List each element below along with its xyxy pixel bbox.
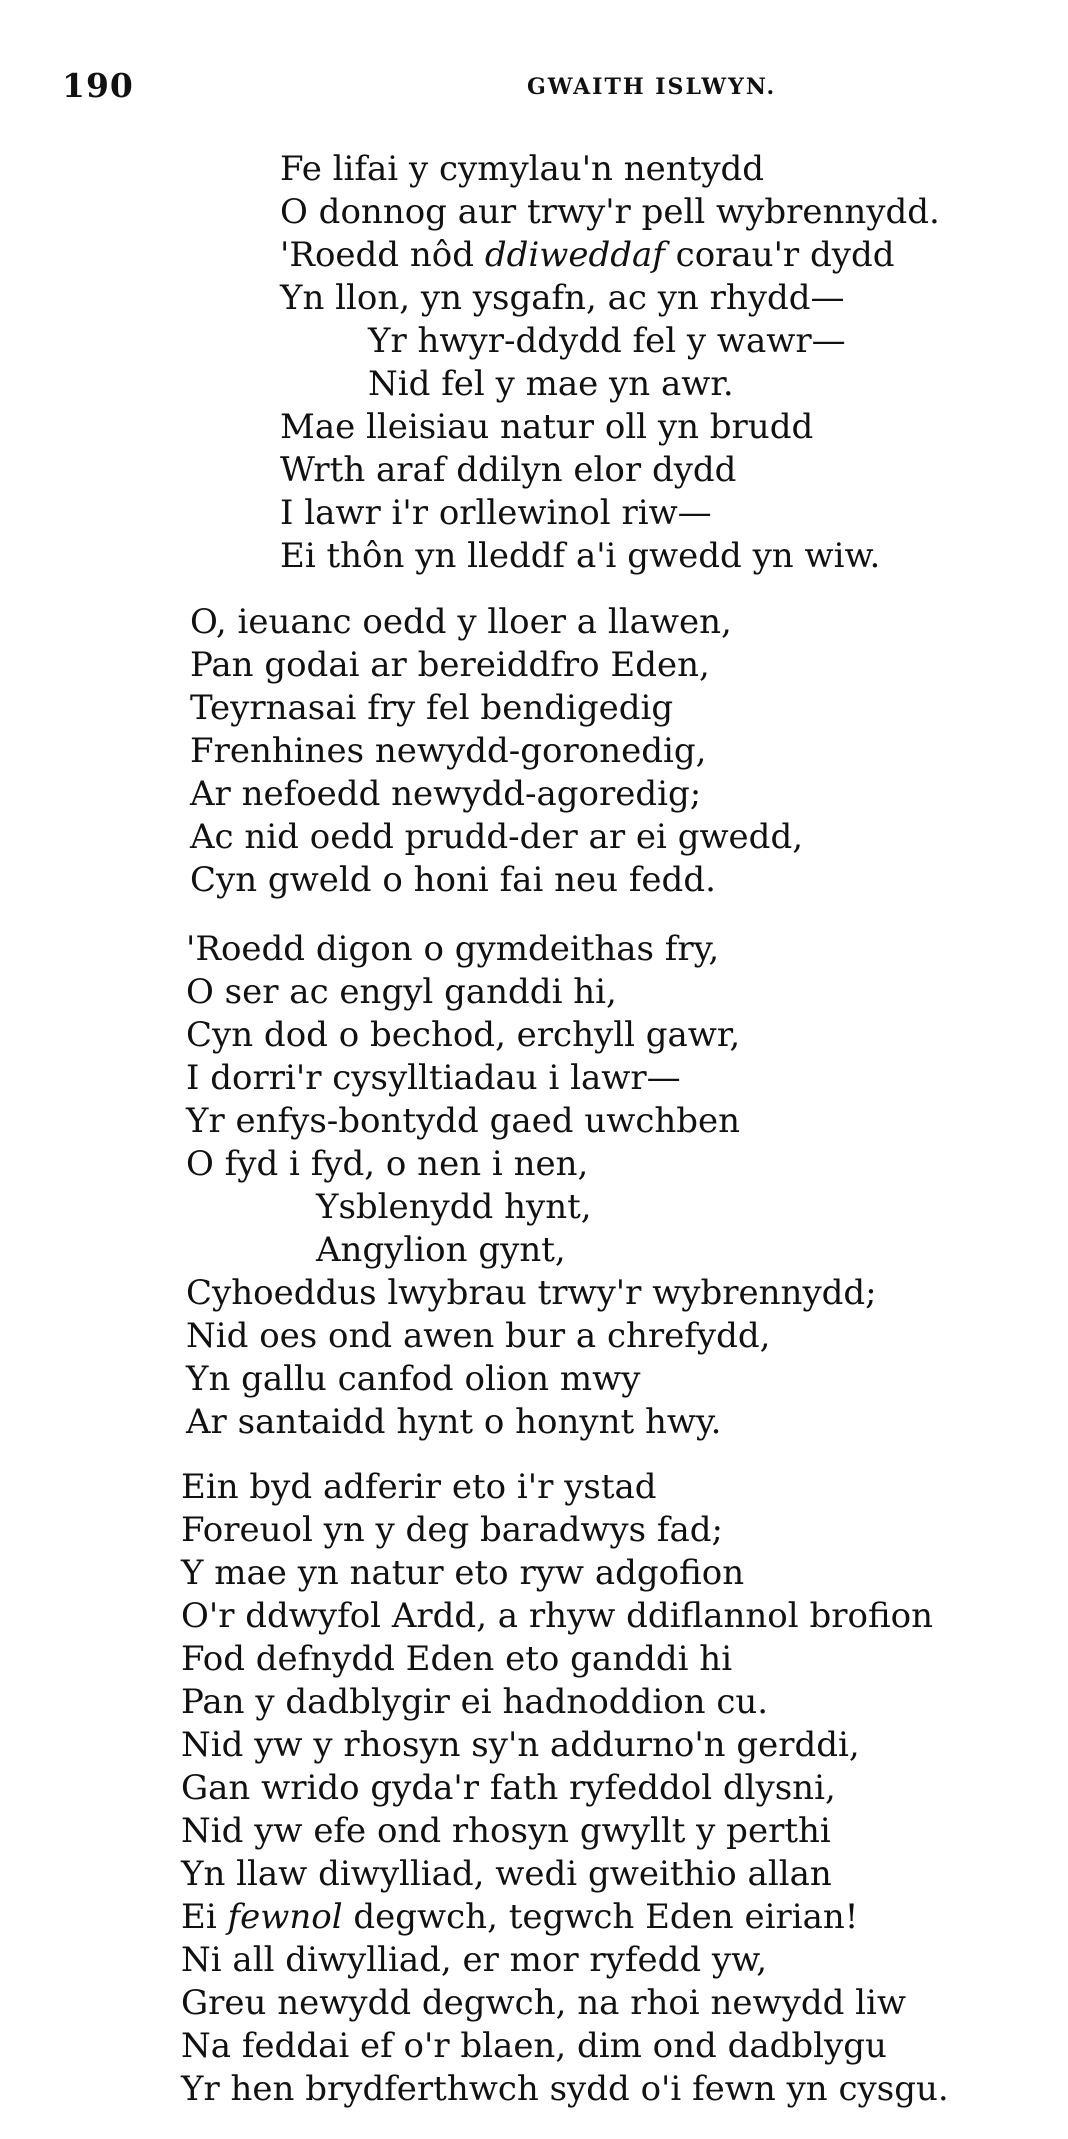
- verse-line: Nid yw efe ond rhosyn gwyllt y perthi: [181, 1811, 831, 1851]
- verse-line: I lawr i'r orllewinol riw—: [280, 493, 712, 533]
- verse-line: Ein byd adferir eto i'r ystad: [181, 1467, 657, 1507]
- verse-line: Wrth araf ddilyn elor dydd: [280, 450, 737, 490]
- running-title: GWAITH ISLWYN.: [527, 74, 777, 100]
- verse-line: Nid yw y rhosyn sy'n addurno'n gerddi,: [181, 1725, 860, 1765]
- stanza-2: [190, 601, 803, 902]
- italic-word: ddiweddaf: [484, 235, 665, 275]
- verse-line-indented: Angylion gynt,: [316, 1230, 566, 1270]
- stanza-1: [280, 148, 940, 578]
- verse-line-indented: Nid fel y mae yn awr.: [368, 364, 734, 404]
- verse-line: Cyn dod o bechod, erchyll gawr,: [186, 1015, 741, 1055]
- stanza-3: [186, 928, 877, 1444]
- verse-line: O fyd i fyd, o nen i nen,: [186, 1144, 589, 1184]
- verse-line: O ser ac engyl ganddi hi,: [186, 972, 617, 1012]
- verse-line: Ac nid oedd prudd-der ar ei gwedd,: [190, 817, 804, 857]
- verse-line: Yr hen brydferthwch sydd o'i fewn yn cysgu.: [181, 2069, 949, 2109]
- verse-line: Fe lifai y cymylau'n nentydd: [280, 149, 765, 189]
- verse-line: Yn llon, yn ysgafn, ac yn rhydd—: [280, 278, 845, 318]
- verse-line: Cyhoeddus lwybrau trwy'r wybrennydd;: [186, 1273, 877, 1313]
- verse-line: Nid oes ond awen bur a chrefydd,: [186, 1316, 771, 1356]
- verse-line: I dorri'r cysylltiadau i lawr—: [186, 1058, 681, 1098]
- verse-line: Na feddai ef o'r blaen, dim ond dadblygu: [181, 2026, 887, 2066]
- verse-line: Pan y dadblygir ei hadnoddion cu.: [181, 1682, 769, 1722]
- verse-line: Mae lleisiau natur oll yn brudd: [280, 407, 814, 447]
- verse-line-indented: Ysblenydd hynt,: [316, 1187, 592, 1227]
- verse-line-indented: Yr hwyr-ddydd fel y wawr—: [368, 321, 846, 361]
- verse-line: Ar santaidd hynt o honynt hwy.: [186, 1402, 722, 1442]
- verse-line: Pan godai ar bereiddfro Eden,: [190, 645, 710, 685]
- verse-line: O, ieuanc oedd y lloer a llawen,: [190, 602, 732, 642]
- verse-line: Yr enfys-bontydd gaed uwchben: [186, 1101, 741, 1141]
- verse-line: Ar nefoedd newydd-agoredig;: [190, 774, 702, 814]
- verse-line: Yn llaw diwylliad, wedi gweithio allan: [181, 1854, 832, 1894]
- verse-line-start: Ei: [181, 1897, 228, 1937]
- verse-line: O donnog aur trwy'r pell wybrennydd.: [280, 192, 940, 232]
- verse-line: Foreuol yn y deg baradwys fad;: [181, 1510, 723, 1550]
- page-number: 190: [62, 66, 134, 105]
- verse-line-start: 'Roedd nôd: [280, 235, 485, 275]
- italic-word: fewnol: [227, 1897, 343, 1937]
- verse-line: Gan wrido gyda'r fath ryfeddol dlysni,: [181, 1768, 836, 1808]
- verse-line: Ei thôn yn lleddf a'i gwedd yn wiw.: [280, 536, 881, 576]
- verse-line: [181, 1896, 949, 1939]
- verse-line: Y mae yn natur eto ryw adgofion: [181, 1553, 745, 1593]
- page-header: [62, 66, 1002, 106]
- stanza-4: [181, 1466, 949, 2111]
- verse-line: Frenhines newydd-goronedig,: [190, 731, 707, 771]
- verse-line: 'Roedd digon o gymdeithas fry,: [186, 929, 720, 969]
- verse-line: Greu newydd degwch, na rhoi newydd liw: [181, 1983, 907, 2023]
- verse-line: Fod defnydd Eden eto ganddi hi: [181, 1639, 733, 1679]
- verse-line: Yn gallu canfod olion mwy: [186, 1359, 641, 1399]
- verse-line: Ni all diwylliad, er mor ryfedd yw,: [181, 1940, 768, 1980]
- verse-line: [280, 234, 940, 277]
- verse-line-end: corau'r dydd: [664, 235, 895, 275]
- verse-line-end: degwch, tegwch Eden eirian!: [342, 1897, 859, 1937]
- verse-line: O'r ddwyfol Ardd, a rhyw ddiflannol brofion: [181, 1596, 933, 1636]
- verse-line: Teyrnasai fry fel bendigedig: [190, 688, 674, 728]
- verse-line: Cyn gweld o honi fai neu fedd.: [190, 860, 716, 900]
